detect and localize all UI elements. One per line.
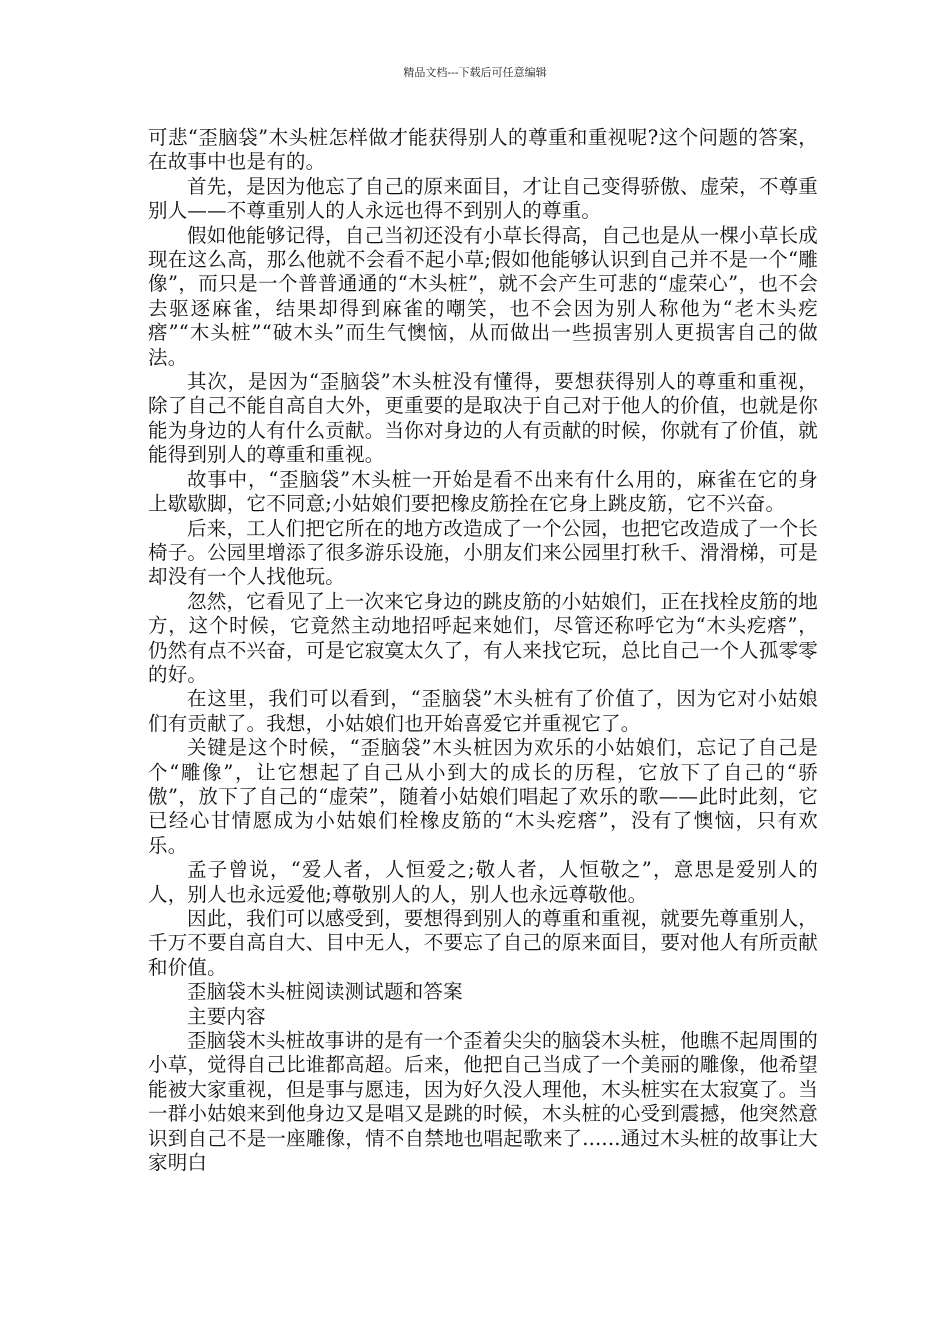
paragraph: 忽然，它看见了上一次来它身边的跳皮筋的小姑娘们，正在找栓皮筋的地方，这个时候，它竟然主动地招呼起来她们，尽管还称呼它为“木头疙瘩”，仍然有点不兴奋，可是它寂寞太久了，有人来找它玩，总比自己一个人孤零零的好。 bbox=[148, 589, 818, 686]
paragraph: 关键是这个时候，“歪脑袋”木头桩因为欢乐的小姑娘们，忘记了自己是个“雕像”，让它想起了自己从小到大的成长的历程，它放下了自己的“骄傲”，放下了自己的“虚荣”，随着小姑娘们唱起了欢乐的歌——此时此刻，它已经心甘情愿成为小姑娘们栓橡皮筋的“木头疙瘩”，没有了懊恼，只有欢乐。 bbox=[148, 736, 818, 857]
paragraph: 后来，工人们把它所在的地方改造成了一个公园，也把它改造成了一个长椅子。公园里增添了很多游乐设施，小朋友们来公园里打秋千、滑滑梯，可是却没有一个人找他玩。 bbox=[148, 516, 818, 589]
paragraph: 可悲“歪脑袋”木头桩怎样做才能获得别人的尊重和重视呢?这个问题的答案，在故事中也是有的。 bbox=[148, 126, 818, 174]
paragraph: 假如他能够记得，自己当初还没有小草长得高，自己也是从一棵小草长成现在这么高，那么他就不会看不起小草;假如他能够认识到自己并不是一个“雕像”，而只是一个普普通通的“木头桩”，就不会产生可悲的“虚荣心”，也不会去驱逐麻雀，结果却得到麻雀的嘲笑，也不会因为别人称他为“老木头疙瘩”“木头桩”“破木头”而生气懊恼，从而做出一些损害别人更损害自己的做法。 bbox=[148, 223, 818, 369]
paragraph: 首先，是因为他忘了自己的原来面目，才让自己变得骄傲、虚荣，不尊重别人——不尊重别人的人永远也得不到别人的尊重。 bbox=[148, 174, 818, 223]
paragraph: 歪脑袋木头桩故事讲的是有一个歪着尖尖的脑袋木头桩，他瞧不起周围的小草，觉得自己比谁都高超。后来，他把自己当成了一个美丽的雕像，他希望能被大家重视，但是事与愿违，因为好久没人理他，木头桩实在太寂寞了。当一群小姑娘来到他身边又是唱又是跳的时候，木头桩的心受到震撼，他突然意识到自己不是一座雕像，情不自禁地也唱起歌来了......通过木头桩的故事让大家明白 bbox=[148, 1029, 818, 1175]
paragraph: 因此，我们可以感受到，要想得到别人的尊重和重视，就要先尊重别人，千万不要自高自大、目中无人，不要忘了自己的原来面目，要对他人有所贡献和价值。 bbox=[148, 907, 818, 979]
paragraph: 其次，是因为“歪脑袋”木头桩没有懂得，要想获得别人的尊重和重视，除了自己不能自高自大外，更重要的是取决于自己对于他人的价值，也就是你能为身边的人有什么贡献。当你对身边的人有贡献的时候，你就有了价值，就能得到别人的尊重和重视。 bbox=[148, 370, 818, 467]
page-header: 精品文档---下载后可任意编辑 bbox=[403, 66, 547, 79]
section-heading: 主要内容 bbox=[187, 1004, 266, 1028]
section-heading: 歪脑袋木头桩阅读测试题和答案 bbox=[187, 980, 463, 1004]
paragraph: 在这里，我们可以看到，“歪脑袋”木头桩有了价值了，因为它对小姑娘们有贡献了。我想，小姑娘们也开始喜爱它并重视它了。 bbox=[148, 687, 818, 735]
document-body bbox=[148, 126, 818, 1175]
paragraph: 孟子曾说，“爱人者，人恒爱之;敬人者，人恒敬之”，意思是爱别人的人，别人也永远爱他;尊敬别人的人，别人也永远尊敬他。 bbox=[148, 858, 818, 906]
paragraph: 故事中，“歪脑袋”木头桩一开始是看不出来有什么用的，麻雀在它的身上歇歇脚，它不同意;小姑娘们要把橡皮筋拴在它身上跳皮筋，它不兴奋。 bbox=[148, 467, 818, 516]
